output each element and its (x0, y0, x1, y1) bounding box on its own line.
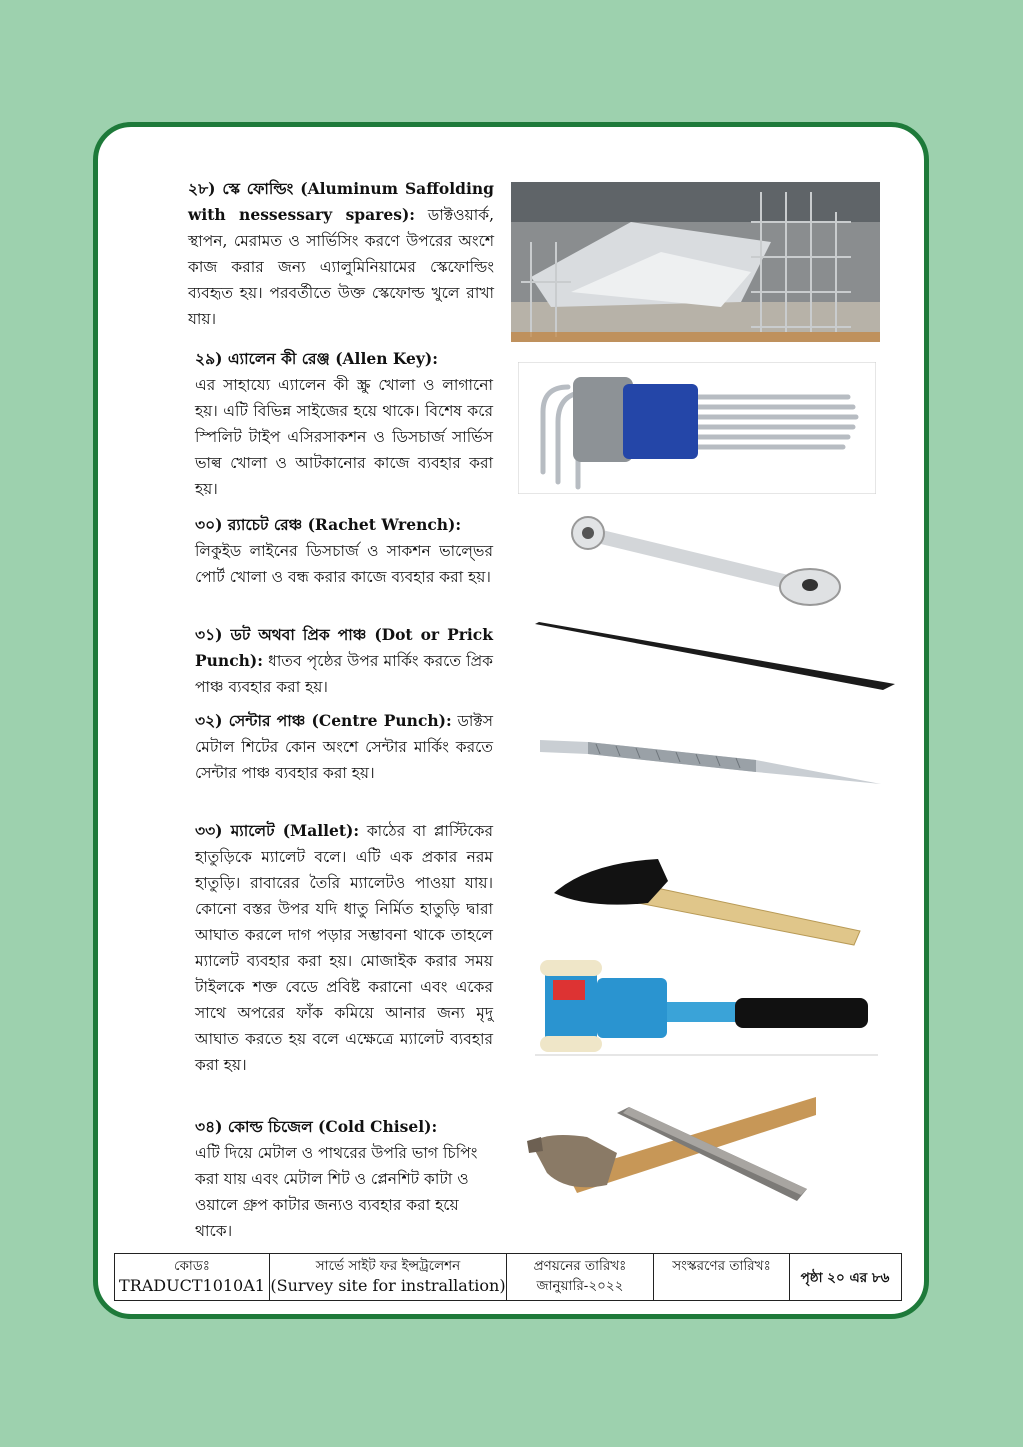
section-rachet-wrench (195, 512, 493, 590)
section-allen-key (195, 346, 493, 502)
footer-table (114, 1253, 902, 1301)
section-mallet (195, 818, 493, 1078)
footer-page-cell (790, 1254, 900, 1300)
prick-punch-photo (533, 618, 895, 693)
footer-prep-cell (507, 1254, 654, 1300)
section-centre-punch (195, 708, 493, 786)
rachet-wrench-photo (560, 515, 845, 610)
code-value: TRADUCT1010A1 (119, 1276, 265, 1295)
section-heading: ৩০) র‍্যাচেট রেঞ্চ (Rachet Wrench): (195, 515, 462, 534)
section-prick-punch (195, 622, 493, 700)
section-heading: ২৯) এ্যালেন কী রেঞ্জ (Allen Key): (195, 349, 438, 368)
section-body: লিকুইড লাইনের ডিসচার্জ ও সাকশন ভাল্ভের পোর্ট খোলা ও বন্ধ করার কাজে ব্যবহার করা হয়। (195, 542, 493, 586)
section-scaffolding (188, 176, 494, 332)
section-body: ধাতব পৃষ্ঠের উপর মার্কিং করতে প্রিক পাঞ্চ ব্যবহার করা হয়। (195, 652, 493, 696)
section-body: ডাক্টস মেটাল শিটের কোন অংশে সেন্টার মার্কিং করতে সেন্টার পাঞ্চ ব্যবহার করা হয়। (195, 712, 493, 782)
section-body: কাঠের বা প্লাস্টিকের হাতুড়িকে ম্যালেট বলে। এটি এক প্রকার নরম হাতুড়ি। রাবারের তৈরি ম্যালেটও পাওয়া যায়। কোনো বস্তর উপর যদি ধাতু নির্মিত হাতুড়ি দ্বারা আঘাত করলে দাগ পড়ার সম্ভাবনা থাকে তাহলে ম্যালেট ব্যবহার করা হয়। মোজাইক করার সময় টাইলকে শক্ত বেডে প্রবিষ্ট করানো এবং একের সাথে অপরের ফাঁক কমিয়ে আনার জন্য মৃদু আঘাত করতে হয় বলে এক্ষেত্রে ম্যালেট ব্যবহার করা হয়। (195, 822, 493, 1074)
section-heading: ৩৩) ম্যালেট (Mallet): (195, 821, 360, 840)
section-heading: ২৮) স্কে ফোল্ডিং (Aluminum Saffolding with nessessary spares): (188, 179, 494, 224)
footer-rev-cell (654, 1254, 790, 1300)
rev-label: সংস্করণের তারিখঃ (672, 1258, 771, 1274)
cold-chisel-photo (527, 1093, 816, 1203)
scaffolding-photo (511, 182, 880, 342)
section-body: এর সাহায্যে এ্যালেন কী স্ক্রু খোলা ও লাগানো হয়। এটি বিভিন্ন সাইজের হয়ে থাকে। বিশেষ করে স্পিলিট টাইপ এসিরসাকশন ও ডিসচার্জ সার্ভিস ভাল্ব খোলা ও আটকানোর কাজে ব্যবহার করা হয়। (195, 376, 493, 498)
section-cold-chisel (195, 1114, 485, 1244)
wooden-mallet-photo (548, 853, 863, 948)
footer-title-cell (270, 1254, 507, 1300)
section-heading: ৩২) সেন্টার পাঞ্চ (Centre Punch): (195, 711, 452, 730)
section-body: ডাক্টওয়ার্ক, স্থাপন, মেরামত ও সার্ভিসিং করণে উপরের অংশে কাজ করার জন্য এ্যালুমিনিয়ামের স্কেফোল্ডিং ব্যবহৃত হয়। পরবর্তীতে উক্ত স্কেফোল্ড খুলে রাখা যায়। (188, 206, 494, 328)
section-heading: ৩১) ডট অথবা প্রিক পাঞ্চ (Dot or Prick Punch): (195, 625, 493, 670)
section-body: এটি দিয়ে মেটাল ও পাথরের উপরি ভাগ চিপিং করা যায় এবং মেটাল শিট ও প্লেনশিট কাটা ও ওয়ালে গ্রুপ কাটার জন্যও ব্যবহার করা হয়ে থাকে। (195, 1144, 478, 1240)
footer-code-cell (115, 1254, 270, 1300)
prep-label: প্রণয়নের তারিখঃ (533, 1258, 627, 1274)
centre-punch-photo (536, 734, 881, 788)
section-heading: ৩৪) কোল্ড চিজেল (Cold Chisel): (195, 1117, 438, 1136)
page-number: পৃষ্ঠা ২০ এর ৮৬ (800, 1270, 890, 1286)
title-en: (Survey site for instrallation) (270, 1276, 506, 1295)
rubber-mallet-photo (535, 958, 878, 1056)
code-label: কোডঃ (174, 1258, 210, 1274)
prep-value: জানুয়ারি-২০২২ (536, 1278, 624, 1294)
allen-key-photo (518, 362, 876, 494)
title-bn: সার্ভে সাইট ফর ইন্সট্রলেশন (315, 1258, 461, 1274)
